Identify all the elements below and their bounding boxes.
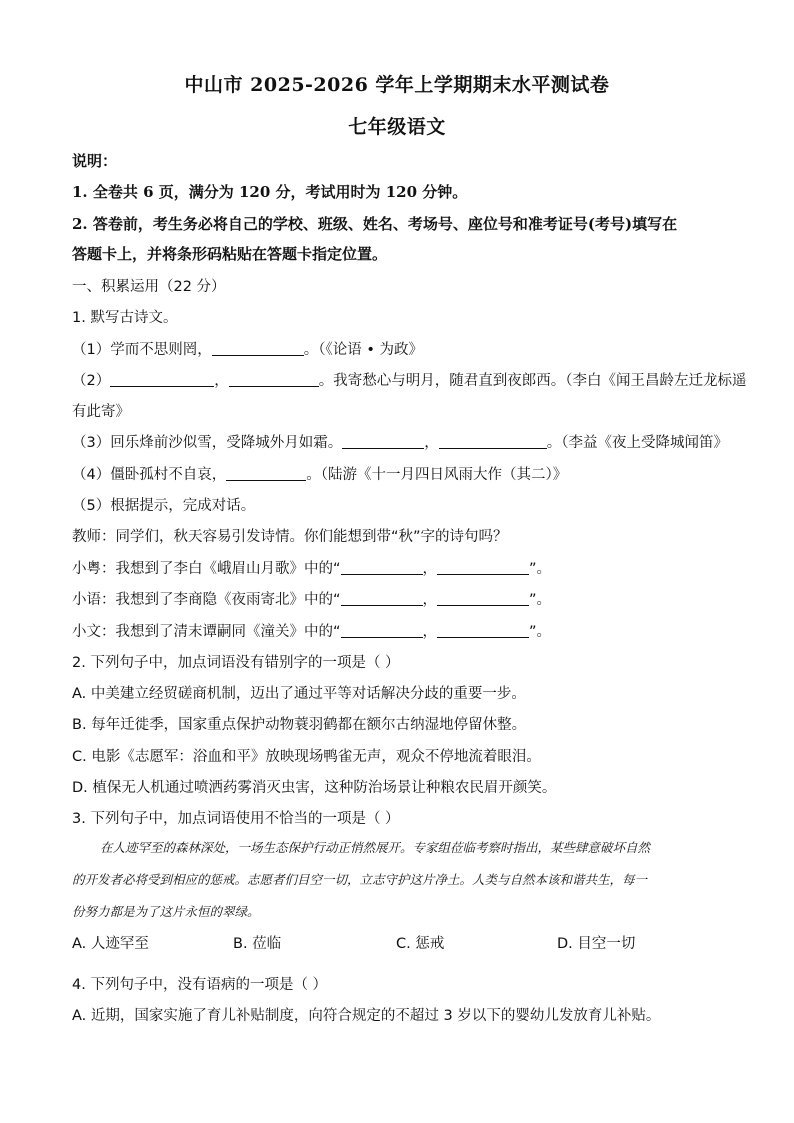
section-heading: 一、积累运用（22 分） xyxy=(72,279,226,295)
student-line-2 xyxy=(72,588,551,609)
student-3-text: 小文：我想到了清末谭嗣同《潼关》中的“ xyxy=(72,624,341,640)
q1-part-2-text: 。我寄愁心与明月，随君直到夜郎西。（李白《闻王昌龄左迁龙标遥 xyxy=(318,373,747,389)
comma: ， xyxy=(422,624,438,640)
q1-part-4 xyxy=(72,463,567,484)
comma: ， xyxy=(422,561,438,577)
answer-blank[interactable] xyxy=(110,372,214,387)
q1-part-3-source: 。（李益《夜上受降城闻笛》 xyxy=(546,435,728,451)
q1-part-3-text: （3）回乐烽前沙似雪，受降城外月如霜。 xyxy=(72,435,343,451)
answer-blank[interactable] xyxy=(341,591,423,606)
answer-blank[interactable] xyxy=(212,341,304,356)
student-line-1 xyxy=(72,557,551,578)
comma: ， xyxy=(422,592,438,608)
q4-option-a[interactable]: A. 近期，国家实施了育儿补贴制度，向符合规定的不超过 3 岁以下的婴幼儿发放育儿补贴。 xyxy=(72,1008,661,1024)
answer-blank[interactable] xyxy=(341,623,423,638)
answer-blank[interactable] xyxy=(437,623,529,638)
q3-option-b[interactable]: B. 莅临 xyxy=(233,936,282,952)
student-1-text: 小粤：我想到了李白《峨眉山月歌》中的“ xyxy=(72,561,341,577)
q1-stem: 1. 默写古诗文。 xyxy=(72,310,178,326)
q3-option-d[interactable]: D. 目空一切 xyxy=(557,936,636,952)
exam-title: 中山市 2025-2026 学年上学期期末水平测试卷 xyxy=(184,74,610,96)
answer-blank[interactable] xyxy=(437,560,529,575)
passage-line-3: 份努力都是为了这片永恒的翠绿。 xyxy=(72,904,260,919)
passage-line-1: 在人迹罕至的森林深处，一场生态保护行动正悄然展开。专家组莅临考察时指出，某些肆意破坏自然 xyxy=(100,840,651,855)
answer-blank[interactable] xyxy=(439,434,547,449)
q2-option-d[interactable]: D. 植保无人机通过喷洒药雾消灭虫害，这种防治场景让种粮农民眉开颜笑。 xyxy=(72,780,557,796)
q2-option-c[interactable]: C. 电影《志愿军：浴血和平》放映现场鸭雀无声，观众不停地流着眼泪。 xyxy=(72,749,541,765)
exam-subtitle: 七年级语文 xyxy=(348,116,446,138)
q1-part-5: （5）根据提示，完成对话。 xyxy=(72,498,256,514)
q1-part-1 xyxy=(72,338,423,359)
q1-part-1-text: （1）学而不思则罔， xyxy=(72,342,212,358)
quote-end: ”。 xyxy=(529,561,552,577)
answer-blank[interactable] xyxy=(342,434,424,449)
q2-option-a[interactable]: A. 中美建立经贸磋商机制，迈出了通过平等对话解决分歧的重要一步。 xyxy=(72,686,526,702)
instruction-item-2: 2. 答卷前，考生务必将自己的学校、班级、姓名、考场号、座位号和准考证号(考号)填写在 xyxy=(72,215,678,233)
q1-part-1-source: 。（《论语 • 为政》 xyxy=(303,342,424,358)
q2-stem: 2. 下列句子中，加点词语没有错别字的一项是（ ） xyxy=(72,655,400,671)
q1-part-3 xyxy=(72,431,728,452)
q1-part-4-source: 。（陆游《十一月四日风雨大作（其二）》 xyxy=(306,467,568,483)
quote-end: ”。 xyxy=(529,624,552,640)
instruction-item-2-cont: 答题卡上，并将条形码粘贴在答题卡指定位置。 xyxy=(72,245,388,263)
comma: ， xyxy=(424,435,439,451)
student-2-text: 小语：我想到了李商隐《夜雨寄北》中的“ xyxy=(72,592,341,608)
q1-part-2-label: （2） xyxy=(72,373,111,389)
q3-option-a[interactable]: A. 人迹罕至 xyxy=(72,936,149,952)
q1-part-4-text: （4）僵卧孤村不自哀， xyxy=(72,467,227,483)
answer-blank[interactable] xyxy=(437,591,529,606)
instruction-item-1: 1. 全卷共 6 页，满分为 120 分，考试用时为 120 分钟。 xyxy=(72,183,468,201)
q4-stem: 4. 下列句子中，没有语病的一项是（ ） xyxy=(72,977,328,993)
q1-part-2-cont: 有此寄》 xyxy=(72,404,130,420)
passage-line-2: 的开发者必将受到相应的惩戒。志愿者们目空一切，立志守护这片净土。人类与自然本该和谐共生，每一 xyxy=(72,872,648,887)
student-line-3 xyxy=(72,620,551,641)
instructions-heading: 说明： xyxy=(72,152,118,170)
answer-blank[interactable] xyxy=(226,466,306,481)
q1-part-2 xyxy=(72,369,746,390)
answer-blank[interactable] xyxy=(229,372,319,387)
quote-end: ”。 xyxy=(529,592,552,608)
q2-option-b[interactable]: B. 每年迁徙季，国家重点保护动物蓑羽鹤都在额尔古纳湿地停留休整。 xyxy=(72,717,527,733)
answer-blank[interactable] xyxy=(341,560,423,575)
teacher-line: 教师：同学们，秋天容易引发诗情。你们能想到带“秋”字的诗句吗？ xyxy=(72,529,508,545)
q3-option-c[interactable]: C. 惩戒 xyxy=(396,936,445,952)
q3-stem: 3. 下列句子中，加点词语使用不恰当的一项是（ ） xyxy=(72,811,400,827)
comma: ， xyxy=(214,373,229,389)
